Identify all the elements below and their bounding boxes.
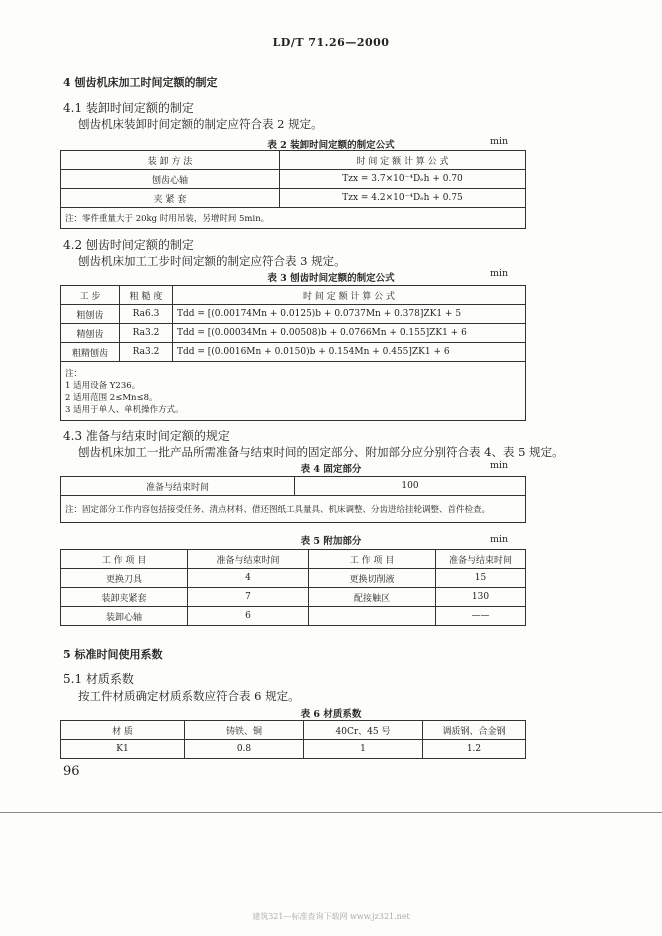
table3-note-line: 注：	[65, 369, 83, 379]
table-row	[61, 324, 526, 343]
table2-header: 时 间 定 额 计 算 公 式	[280, 151, 526, 170]
table3-note-line: 1 适用设备 Y236。	[65, 381, 141, 391]
table6-cell: 1	[304, 740, 423, 759]
table6-cell: 0.8	[185, 740, 304, 759]
table5-cell: 装卸夹紧套	[61, 588, 188, 607]
table6-header: 40Cr、45 号	[304, 721, 423, 740]
table4-unit: min	[490, 460, 509, 471]
table5-header: 准备与结束时间	[188, 550, 309, 569]
table3-cell: Tdd = [(0.00174Mn + 0.0125)b + 0.0737Mn + 0.378]ZK1 + 5	[173, 305, 526, 324]
section-4-3-title: 4.3 准备与结束时间定额的规定	[63, 429, 230, 443]
section-4-2-title: 4.2 刨齿时间定额的制定	[63, 238, 194, 252]
table2-cell: Tzx = 4.2×10⁻⁴Dₑh + 0.75	[280, 189, 526, 208]
table3-cell: 粗刨齿	[61, 305, 120, 324]
table3-unit: min	[490, 268, 509, 279]
table3-notes	[61, 362, 526, 421]
table6-header: 铸铁、铜	[185, 721, 304, 740]
page-bottom-rule	[0, 812, 662, 813]
table3-header: 工 步	[61, 286, 120, 305]
section-4-2-text: 刨齿机床加工工步时间定额的制定应符合表 3 规定。	[78, 254, 346, 268]
section-4-1-text: 刨齿机床装卸时间定额的制定应符合表 2 规定。	[78, 117, 323, 131]
table5-header: 工 作 项 目	[61, 550, 188, 569]
table5-cell: 15	[436, 569, 526, 588]
table6	[60, 720, 526, 759]
table5-header: 准备与结束时间	[436, 550, 526, 569]
section-5-1-title: 5.1 材质系数	[63, 672, 134, 686]
table2-cell: 夹 紧 套	[61, 189, 280, 208]
table-row	[61, 305, 526, 324]
table2-caption: 表 2 装卸时间定额的制定公式	[267, 140, 395, 151]
table5-cell: 更换刀具	[61, 569, 188, 588]
table5-cell: 更换切削液	[309, 569, 436, 588]
table5-cell: 130	[436, 588, 526, 607]
table6-header: 调质钢、合金钢	[423, 721, 526, 740]
table3-cell: Ra3.2	[120, 343, 173, 362]
table6-caption: 表 6 材质系数	[300, 709, 362, 720]
table5-cell: 6	[188, 607, 309, 626]
table5-caption: 表 5 附加部分	[300, 536, 362, 547]
table4-caption: 表 4 固定部分	[300, 464, 362, 475]
table3-cell: Ra3.2	[120, 324, 173, 343]
table5-cell: 7	[188, 588, 309, 607]
table5-cell: 装卸心轴	[61, 607, 188, 626]
table3-caption: 表 3 刨齿时间定额的制定公式	[267, 273, 395, 284]
table4-label: 准备与结束时间	[61, 477, 295, 496]
table3-note-line: 2 适用范围 2≤Mn≤8。	[65, 393, 158, 403]
table5-unit: min	[490, 534, 509, 545]
section-5-1-text: 按工件材质确定材质系数应符合表 6 规定。	[78, 689, 300, 703]
table3	[60, 285, 526, 421]
table3-cell: 粗精刨齿	[61, 343, 120, 362]
table2-note: 注：零件重量大于 20kg 时用吊装，另增时间 5min。	[61, 208, 526, 229]
table5-header: 工 作 项 目	[309, 550, 436, 569]
table3-cell: 精刨齿	[61, 324, 120, 343]
table4-value: 100	[295, 477, 526, 496]
table2-header: 装 卸 方 法	[61, 151, 280, 170]
table-row	[61, 189, 526, 208]
table6-header: 材 质	[61, 721, 185, 740]
table-row	[61, 588, 526, 607]
table3-header: 时 间 定 额 计 算 公 式	[173, 286, 526, 305]
table2-cell: 刨齿心轴	[61, 170, 280, 189]
table5-cell	[309, 607, 436, 626]
section-4-1-title: 4.1 装卸时间定额的制定	[63, 101, 194, 115]
page-number: 96	[63, 764, 80, 779]
table-row	[61, 740, 526, 759]
section-5-title: 5 标准时间使用系数	[63, 648, 163, 661]
table-row	[61, 569, 526, 588]
table4	[60, 476, 526, 523]
table3-cell: Tdd = [(0.0016Mn + 0.0150)b + 0.154Mn + 0.455]ZK1 + 6	[173, 343, 526, 362]
section-4-title: 4 刨齿机床加工时间定额的制定	[63, 76, 218, 89]
table3-note-line: 3 适用于单人、单机操作方式。	[65, 405, 184, 415]
table2-unit: min	[490, 136, 509, 147]
table6-cell: K1	[61, 740, 185, 759]
table3-cell: Tdd = [(0.00034Mn + 0.00508)b + 0.0766Mn + 0.155]ZK1 + 6	[173, 324, 526, 343]
watermark: 建筑321—标准查询下载网 www.jz321.net	[252, 912, 410, 921]
table5	[60, 549, 526, 626]
table5-cell: 配接触区	[309, 588, 436, 607]
section-4-3-text: 刨齿机床加工一批产品所需准备与结束时间的固定部分、附加部分应分别符合表 4、表 5 规定。	[78, 445, 564, 459]
table4-note: 注：固定部分工作内容包括接受任务、清点材料、借还图纸工具量具、机床调整、分齿进给挂轮调整、首件检查。	[61, 496, 526, 523]
standard-code: LD/T 71.26—2000	[272, 36, 390, 49]
table3-cell: Ra6.3	[120, 305, 173, 324]
table-row	[61, 607, 526, 626]
table5-cell: ——	[436, 607, 526, 626]
table5-cell: 4	[188, 569, 309, 588]
table2	[60, 150, 526, 229]
table2-cell: Tzx = 3.7×10⁻⁴Dₑh + 0.70	[280, 170, 526, 189]
table-row	[61, 343, 526, 362]
table3-header: 粗 糙 度	[120, 286, 173, 305]
table6-cell: 1.2	[423, 740, 526, 759]
table-row	[61, 170, 526, 189]
